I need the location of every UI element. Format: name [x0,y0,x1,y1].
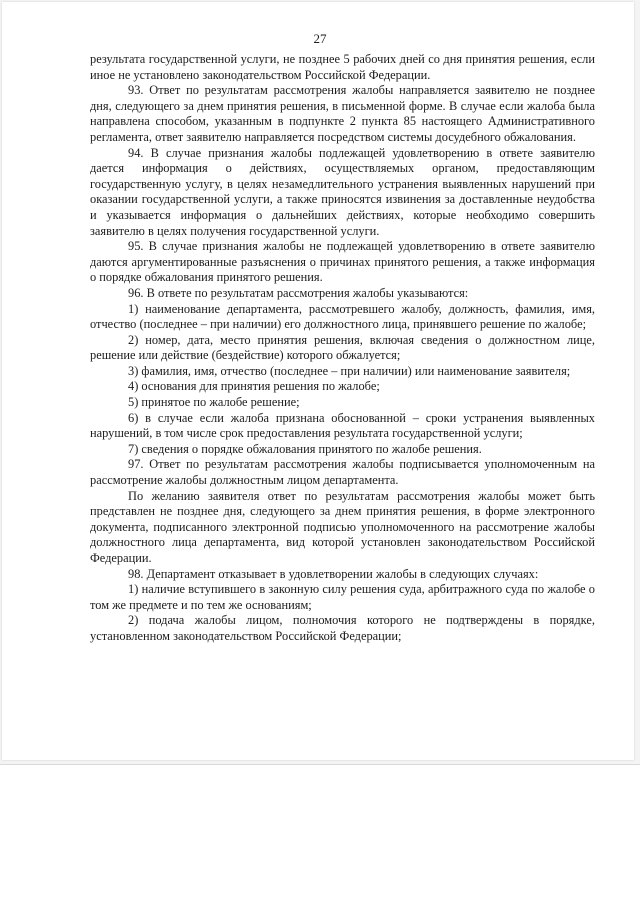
paragraph-97: 97. Ответ по результатам рассмотрения жалобы подписывается уполномоченным на рассмотрение жалобы должностным лицом департамента. [90,457,595,488]
document-body [90,52,595,645]
paragraph-98: 98. Департамент отказывает в удовлетворении жалобы в следующих случаях: [128,566,539,581]
paragraph-97-electronic: По желанию заявителя ответ по результатам рассмотрения жалобы может быть представлен не позднее дня, следующего за днем принятия решения, в форме электронного документа, подписанного электронной подписью уполномоченного на рассмотрение жалобы должностного лица департамента, вид которой установлен законодательством Российской Федерации. [90,488,595,565]
paragraph-96: 96. В ответе по результатам рассмотрения жалобы указываются: [128,285,469,300]
page-number: 27 [313,31,327,46]
paragraph-95: 95. В случае признания жалобы не подлежащей удовлетворению в ответе заявителю даются аргументированные разъяснения о причинах принятого решения, а также информация о порядке обжалования принятого решения. [90,239,595,285]
paragraph-96-item-3: 3) фамилия, имя, отчество (последнее – при наличии) или наименование заявителя; [128,363,571,378]
paragraph-98-item-2: 2) подача жалобы лицом, полномочия которого не подтверждены в порядке, установленном законодательством Российской Федерации; [90,613,595,643]
paragraph-96-item-5: 5) принятое по жалобе решение; [128,395,300,410]
paragraph-96-item-1: 1) наименование департамента, рассмотревшего жалобу, должность, фамилия, имя, отчество (последнее – при наличии) его должностного лица, принявшего решение по жалобе; [90,301,595,332]
paragraph-96-item-6: 6) в случае если жалоба признана обоснованной – сроки устранения выявленных нарушений, в том числе срок предоставления результата государственной услуги; [90,410,595,441]
paragraph-96-item-4: 4) основания для принятия решения по жалобе; [128,379,380,394]
paragraph-96-item-7: 7) сведения о порядке обжалования принятого по жалобе решения. [128,441,482,456]
paragraph-96-item-2: 2) номер, дата, место принятия решения, включая сведения о должностном лице, решение или действие (бездействие) которого обжалуется; [90,332,595,363]
paragraph-93: 93. Ответ по результатам рассмотрения жалобы направляется заявителю не позднее дня, следующего за днем принятия решения, в письменной форме. В случае если жалоба была направлена способом, указанным в подпункте 2 пункта 85 настоящего Административного регламента, ответ заявителю направляется посредством системы досудебного обжалования. [90,83,595,144]
paragraph-94: 94. В случае признания жалобы подлежащей удовлетворению в ответе заявителю дается информация о действиях, осуществляемых органом, предоставляющим государственную услугу, в целях незамедлительного устранения выявленных нарушений при оказании государственной услуги, а также приносятся извинения за доставленные неудобства и указывается информация о дальнейших действиях, которые необходимо совершить заявителю в целях получения государственной услуги. [90,145,595,238]
paragraph-continuation: результата государственной услуги, не позднее 5 рабочих дней со дня принятия решения, если иное не установлено законодательством Российской Федерации. [90,52,595,82]
paragraph-98-item-1: 1) наличие вступившего в законную силу решения суда, арбитражного суда по жалобе о том же предмете и по тем же основаниям; [90,582,595,612]
